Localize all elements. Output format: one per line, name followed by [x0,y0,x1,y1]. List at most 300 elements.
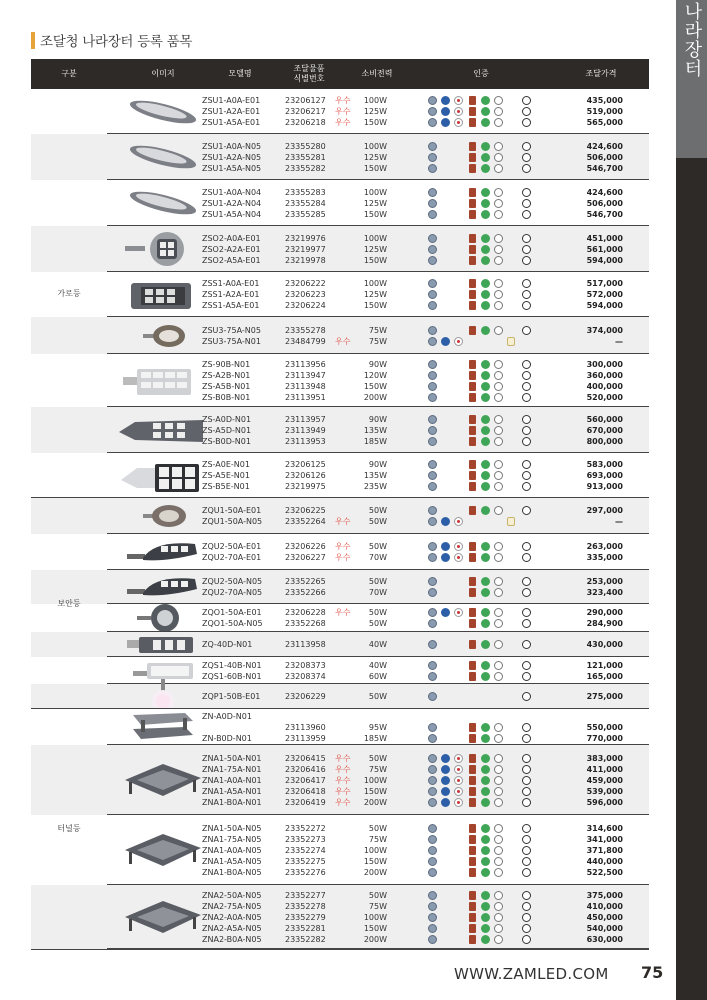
procurement-code: 23352272 [285,824,326,833]
model-name: ZS-B0D-N01 [202,437,251,446]
power-value: 235W [363,482,387,491]
header-cert: 인증 [473,69,489,78]
model-name: ZQO1-50A-E01 [202,608,262,617]
product-group [31,354,649,407]
green-product-icon [481,588,490,597]
ks-mark-icon [494,96,503,105]
kc-certification-icon [428,824,437,833]
model-name: ZNA2-50A-N05 [202,891,262,900]
eco-label-icon [522,210,531,219]
eco-label-icon [522,290,531,299]
power-value: 100W [363,234,387,243]
green-product-icon [481,857,490,866]
procurement-code: 23352274 [285,846,326,855]
price-value: 290,000 [586,608,623,617]
table-row [31,764,649,775]
page-title-text: 조달청 나라장터 등록 품목 [40,34,193,50]
excellent-procurement-icon [469,506,476,515]
header-power: 소비전력 [361,69,393,78]
excellent-procurement-icon [469,326,476,335]
procurement-code: 23206419 [285,798,326,807]
table-row [31,639,649,650]
ks-mark-icon [494,153,503,162]
procurement-code: 23113951 [285,393,326,402]
green-product-icon [481,672,490,681]
green-product-icon [481,471,490,480]
power-value: 60W [368,672,387,681]
eco-label-icon [522,107,531,116]
excellent-procurement-icon [469,672,476,681]
procurement-code: 23206225 [285,506,326,515]
model-name: ZSU1-A2A-N05 [202,153,262,162]
kc-certification-icon [428,517,437,526]
high-efficiency-icon [441,608,450,617]
price-value: 424,600 [586,142,623,151]
ks-mark-icon [494,199,503,208]
model-name: ZN-B0D-N01 [202,734,252,743]
table-row [31,576,649,587]
excellent-procurement-icon [469,846,476,855]
kc-certification-icon [428,471,437,480]
ks-mark-icon [494,902,503,911]
power-value: 75W [368,337,387,346]
table-row [31,198,649,209]
procurement-code: 23206217 [285,107,326,116]
ks-mark-icon [494,426,503,435]
power-value: 150W [363,857,387,866]
power-value: 120W [363,371,387,380]
power-value: 150W [363,164,387,173]
excellent-procurement-icon [469,256,476,265]
power-value: 90W [368,415,387,424]
model-name: ZNA1-75A-N01 [202,765,262,774]
power-value: 50W [368,824,387,833]
high-efficiency-icon [441,542,450,551]
green-product-icon [481,290,490,299]
excellent-procurement-icon [469,924,476,933]
model-name: ZNA1-B0A-N01 [202,798,262,807]
excellent-procurement-icon [469,891,476,900]
excellent-procurement-icon [469,640,476,649]
ks-mark-icon [494,326,503,335]
excellence-mark: 우수 [335,776,351,785]
procurement-code: 23206127 [285,96,326,105]
product-group [31,498,649,534]
table-row [31,890,649,901]
green-product-icon [481,482,490,491]
eco-label-icon [522,640,531,649]
model-name: ZQU2-70A-N05 [202,588,263,597]
price-value: 506,000 [586,199,623,208]
eco-label-icon [522,672,531,681]
table-row [31,797,649,808]
high-efficiency-icon [441,787,450,796]
table-row [31,187,649,198]
kr-mark-icon [454,96,463,105]
table-row [31,934,649,945]
eco-label-icon [522,798,531,807]
table-row [31,233,649,244]
kr-mark-icon [454,553,463,562]
excellence-mark: 우수 [335,553,351,562]
product-group [31,453,649,498]
model-name: ZSU1-A0A-N05 [202,142,262,151]
high-efficiency-icon [441,96,450,105]
power-value: 75W [368,765,387,774]
excellent-procurement-icon [469,460,476,469]
eco-label-icon [522,371,531,380]
procurement-code: 23352265 [285,577,326,586]
excellent-procurement-icon [469,426,476,435]
kc-certification-icon [428,672,437,681]
green-product-icon [481,164,490,173]
kc-certification-icon [428,868,437,877]
excellent-procurement-icon [469,661,476,670]
kc-certification-icon [428,577,437,586]
power-value: 75W [368,835,387,844]
model-name: ZSU1-A5A-N04 [202,210,262,219]
procurement-code: 23352281 [285,924,326,933]
kc-certification-icon [428,723,437,732]
ks-mark-icon [494,577,503,586]
table-row [31,834,649,845]
kc-certification-icon [428,437,437,446]
green-product-icon [481,256,490,265]
model-name: ZQS1-40B-N01 [202,661,262,670]
procurement-code: 23208373 [285,661,326,670]
table-row [31,912,649,923]
product-group [31,745,649,815]
green-product-icon [481,723,490,732]
product-group [31,684,649,709]
excellent-procurement-icon [469,188,476,197]
ks-mark-icon [494,471,503,480]
model-name: ZSU3-75A-N05 [202,326,261,335]
procurement-code: 23206415 [285,754,326,763]
eco-label-icon [522,142,531,151]
excellent-procurement-icon [469,107,476,116]
table-row [31,244,649,255]
table-row [31,255,649,266]
green-product-icon [481,542,490,551]
power-value: 200W [363,868,387,877]
page-number: 75 [641,963,664,982]
excellent-procurement-icon [469,798,476,807]
side-tab-label-box [676,2,707,152]
table-row [31,436,649,447]
excellence-mark: 우수 [335,754,351,763]
ks-mark-icon [494,553,503,562]
green-product-icon [481,96,490,105]
model-name: ZSS1-A0A-E01 [202,279,260,288]
power-value: 50W [368,891,387,900]
excellent-procurement-icon [469,415,476,424]
procurement-code: 23352276 [285,868,326,877]
kc-certification-icon [428,142,437,151]
kr-mark-icon [454,542,463,551]
price-value: 522,500 [586,868,623,877]
kc-certification-icon [428,118,437,127]
header-model: 모델명 [228,69,252,78]
table-row [31,470,649,481]
excellent-procurement-icon [469,776,476,785]
green-product-icon [481,460,490,469]
eco-label-icon [522,754,531,763]
procurement-code: 23352268 [285,619,326,628]
category-label: 보안등 [57,599,81,608]
price-value: 410,000 [586,902,623,911]
table-row [31,541,649,552]
green-product-icon [481,107,490,116]
price-value: 450,000 [586,913,623,922]
excellent-procurement-icon [469,723,476,732]
ks-mark-icon [494,619,503,628]
price-value: 550,000 [586,723,623,732]
green-product-icon [481,437,490,446]
price-value: 375,000 [586,891,623,900]
procurement-code: 23206222 [285,279,326,288]
model-name: ZN-A0D-N01 [202,712,252,721]
green-product-icon [481,371,490,380]
model-name: ZNA2-B0A-N05 [202,935,262,944]
model-name: ZS-A5D-N01 [202,426,252,435]
procurement-code: 23206224 [285,301,326,310]
kc-certification-icon [428,935,437,944]
kc-certification-icon [428,107,437,116]
price-value: 374,000 [586,326,623,335]
procurement-code: 23206227 [285,553,326,562]
kr-mark-icon [454,765,463,774]
power-value: 100W [363,846,387,855]
eco-label-icon [522,723,531,732]
model-name: ZSU1-A5A-E01 [202,118,261,127]
green-product-icon [481,506,490,515]
model-name: ZS-B0B-N01 [202,393,251,402]
kc-certification-icon [428,382,437,391]
table-row [31,823,649,834]
ks-mark-icon [494,371,503,380]
kr-mark-icon [454,107,463,116]
ks-mark-icon [494,482,503,491]
power-value: 100W [363,188,387,197]
model-name: ZSS1-A5A-E01 [202,301,260,310]
power-value: 50W [368,608,387,617]
green-product-icon [481,234,490,243]
table-row [31,106,649,117]
ks-mark-icon [494,765,503,774]
product-group [31,226,649,272]
procurement-code: 23113958 [285,640,326,649]
green-product-icon [481,326,490,335]
eco-label-icon [522,415,531,424]
kc-certification-icon [428,210,437,219]
table-row [31,481,649,492]
power-value: 125W [363,199,387,208]
excellent-procurement-icon [469,553,476,562]
excellent-procurement-icon [469,577,476,586]
product-group [31,407,649,453]
model-name: ZNA2-75A-N05 [202,902,262,911]
green-product-icon [481,382,490,391]
kc-certification-icon [428,245,437,254]
excellent-procurement-icon [469,754,476,763]
power-value: 50W [368,517,387,526]
product-table [31,89,649,949]
power-value: 100W [363,279,387,288]
power-value: 135W [363,471,387,480]
price-value: 165,000 [586,672,623,681]
website-url[interactable]: WWW.ZAMLED.COM [454,965,609,983]
excellent-procurement-icon [469,96,476,105]
procurement-code: 23219977 [285,245,326,254]
table-row [31,117,649,128]
kc-certification-icon [428,734,437,743]
high-efficiency-icon [441,553,450,562]
kr-mark-icon [454,337,463,346]
table-row [31,733,649,744]
green-product-icon [481,787,490,796]
procurement-code: 23206218 [285,118,326,127]
green-product-icon [481,835,490,844]
kc-certification-icon [428,619,437,628]
header-image: 이미지 [151,69,175,78]
power-value: 100W [363,96,387,105]
header-price: 조달가격 [585,69,617,78]
eco-label-icon [522,588,531,597]
kc-certification-icon [428,754,437,763]
price-value: 520,000 [586,393,623,402]
power-value: 50W [368,506,387,515]
procurement-code: 23484799 [285,337,326,346]
procurement-code: 23355284 [285,199,326,208]
eco-label-icon [522,437,531,446]
power-value: 40W [368,640,387,649]
high-efficiency-icon [441,765,450,774]
page-title [31,30,192,50]
price-value: 253,000 [586,577,623,586]
eco-label-icon [522,891,531,900]
kr-mark-icon [454,608,463,617]
excellent-procurement-icon [469,835,476,844]
green-product-icon [481,188,490,197]
kc-certification-icon [428,188,437,197]
procurement-code: 23113956 [285,360,326,369]
ks-mark-icon [494,776,503,785]
kc-certification-icon [428,290,437,299]
procurement-code: 23352273 [285,835,326,844]
price-value: 565,000 [586,118,623,127]
product-group [31,709,649,745]
ks-mark-icon [494,142,503,151]
table-row [31,325,649,336]
price-value: 770,000 [586,734,623,743]
table-row [31,607,649,618]
price-value: 540,000 [586,924,623,933]
table-row [31,289,649,300]
procurement-code: 23219975 [285,482,326,491]
excellence-mark: 우수 [335,787,351,796]
model-name: ZSU3-75A-N01 [202,337,261,346]
model-name: ZSU1-A0A-E01 [202,96,261,105]
price-value: 572,000 [586,290,623,299]
power-value: 185W [363,734,387,743]
ks-mark-icon [494,415,503,424]
product-group [31,885,649,949]
header-category: 구분 [61,69,77,78]
table-row [31,867,649,878]
eco-label-icon [522,935,531,944]
price-value: 506,000 [586,153,623,162]
table-row [31,152,649,163]
eco-label-icon [522,542,531,551]
green-product-icon [481,798,490,807]
ks-mark-icon [494,754,503,763]
kc-certification-icon [428,553,437,562]
ks-mark-icon [494,506,503,515]
excellent-procurement-icon [469,734,476,743]
power-value: 50W [368,692,387,701]
kc-certification-icon [428,153,437,162]
ks-mark-icon [494,734,503,743]
high-efficiency-icon [441,337,450,346]
model-name: ZS-A0E-N01 [202,460,250,469]
high-efficiency-icon [441,118,450,127]
eco-label-icon [522,661,531,670]
kc-certification-icon [428,199,437,208]
kr-mark-icon [454,776,463,785]
ks-mark-icon [494,301,503,310]
product-group [31,534,649,570]
ks-mark-icon [494,234,503,243]
price-value: 546,700 [586,210,623,219]
kc-certification-icon [428,902,437,911]
price-value: 275,000 [586,692,623,701]
ks-mark-icon [494,913,503,922]
excellent-procurement-icon [469,482,476,491]
eco-label-icon [522,426,531,435]
model-name: ZS-A5B-N01 [202,382,251,391]
power-value: 40W [368,661,387,670]
price-value: 596,000 [586,798,623,807]
high-efficiency-icon [441,776,450,785]
power-value: 200W [363,798,387,807]
ks-mark-icon [494,256,503,265]
price-value: 314,600 [586,824,623,833]
model-name: ZSO2-A5A-E01 [202,256,261,265]
category-divider [31,708,107,709]
table-row [31,923,649,934]
excellence-mark: 우수 [335,118,351,127]
price-value: 360,000 [586,371,623,380]
high-efficiency-icon [441,517,450,526]
kr-mark-icon [454,517,463,526]
ks-mark-icon [494,393,503,402]
kc-certification-icon [428,798,437,807]
eco-label-icon [522,846,531,855]
green-product-icon [481,426,490,435]
eco-label-icon [522,96,531,105]
power-value: 125W [363,153,387,162]
ks-mark-icon [494,460,503,469]
eco-label-icon [522,234,531,243]
green-product-icon [481,824,490,833]
price-value: 670,000 [586,426,623,435]
eco-label-icon [522,776,531,785]
model-name: ZQU2-50A-N05 [202,577,263,586]
kc-certification-icon [428,776,437,785]
kc-certification-icon [428,482,437,491]
lamp-cert-icon [507,517,515,526]
